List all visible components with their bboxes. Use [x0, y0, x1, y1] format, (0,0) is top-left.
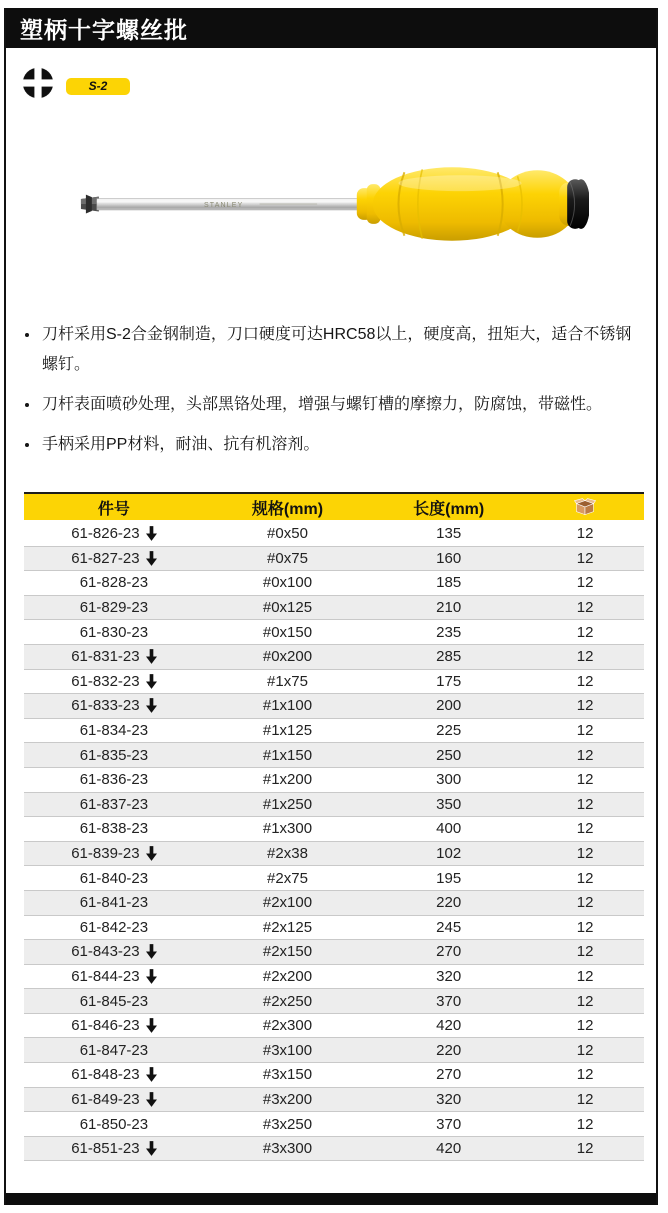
- down-arrow-icon: [146, 698, 157, 713]
- cell-length: 350: [436, 795, 462, 813]
- cell-spec: #2x100: [262, 894, 313, 912]
- col-header-length: 长度(mm): [413, 500, 485, 518]
- cell-spec: #3x100: [262, 1041, 313, 1059]
- table-row: [24, 571, 644, 596]
- cell-spec: #2x125: [262, 918, 313, 936]
- spec-table: [24, 492, 644, 1161]
- down-arrow-icon: [146, 1141, 157, 1156]
- table-row: [24, 768, 644, 793]
- cell-pack-qty: 12: [576, 672, 594, 690]
- cell-pack-qty: 12: [576, 1041, 594, 1059]
- shaft-brand-text: STANLEY: [203, 201, 244, 209]
- table-row: [24, 694, 644, 719]
- col-header-part-number: 件号: [97, 500, 130, 518]
- cell-length: 220: [436, 894, 462, 912]
- cell-pack-qty: 12: [576, 795, 594, 813]
- table-row: [24, 817, 644, 842]
- cell-length: 250: [436, 746, 462, 764]
- cell-pack-qty: 12: [576, 894, 594, 912]
- steel-grade-label: S-2: [88, 79, 108, 93]
- cell-pack-qty: 12: [576, 1066, 594, 1084]
- cell-spec: #2x38: [267, 845, 308, 863]
- cell-spec: #1x300: [262, 820, 313, 838]
- down-arrow-icon: [146, 1067, 157, 1082]
- cell-spec: #0x50: [267, 525, 308, 543]
- cell-pack-qty: 12: [576, 722, 594, 740]
- cell-part-number: 61-846-23: [24, 1017, 204, 1034]
- table-row: [24, 645, 644, 670]
- cell-spec: #0x75: [267, 549, 308, 567]
- down-arrow-icon: [146, 674, 157, 689]
- cell-part-number: 61-843-23: [24, 943, 204, 960]
- screwdriver-tip-icon: [81, 195, 99, 214]
- cell-length: 245: [436, 918, 462, 936]
- cell-part-number: 61-851-23: [24, 1140, 204, 1157]
- table-row: [24, 547, 644, 572]
- cell-length: 220: [436, 1041, 462, 1059]
- cell-length: 210: [436, 599, 462, 617]
- table-row: [24, 989, 644, 1014]
- cell-part-number: 61-845-23: [79, 992, 149, 1010]
- cell-length: 225: [436, 722, 462, 740]
- cell-spec: #0x100: [262, 574, 313, 592]
- table-row: [24, 891, 644, 916]
- table-row: [24, 670, 644, 695]
- cell-spec: #2x250: [262, 992, 313, 1010]
- table-row: [24, 866, 644, 891]
- steel-grade-badge: [66, 78, 130, 95]
- cell-part-number: 61-835-23: [79, 746, 149, 764]
- cell-part-number: 61-841-23: [79, 894, 149, 912]
- cell-spec: #1x75: [267, 672, 308, 690]
- table-header-row: [24, 492, 644, 520]
- table-row: [24, 1137, 644, 1162]
- cell-part-number: 61-830-23: [79, 623, 149, 641]
- cell-length: 270: [436, 943, 462, 961]
- cell-length: 195: [436, 869, 462, 887]
- cell-pack-qty: 12: [576, 918, 594, 936]
- product-image: [6, 148, 656, 266]
- table-row: [24, 1038, 644, 1063]
- cell-length: 102: [436, 845, 462, 863]
- cell-length: 420: [436, 1140, 462, 1158]
- cell-pack-qty: 12: [576, 549, 594, 567]
- table-row: [24, 719, 644, 744]
- cell-part-number: 61-839-23: [24, 845, 204, 862]
- cell-length: 160: [436, 549, 462, 567]
- table-row: [24, 1088, 644, 1113]
- cell-pack-qty: 12: [576, 1140, 594, 1158]
- cell-pack-qty: 12: [576, 992, 594, 1010]
- cell-spec: #1x250: [262, 795, 313, 813]
- cell-pack-qty: 12: [576, 574, 594, 592]
- cell-pack-qty: 12: [576, 943, 594, 961]
- page-title: 塑柄十字螺丝批: [20, 16, 188, 43]
- cell-pack-qty: 12: [576, 746, 594, 764]
- phillips-cross-icon: [22, 67, 54, 99]
- cell-spec: #0x150: [262, 623, 313, 641]
- cell-pack-qty: 12: [576, 525, 594, 543]
- down-arrow-icon: [146, 649, 157, 664]
- table-row: [24, 596, 644, 621]
- cell-part-number: 61-840-23: [79, 869, 149, 887]
- cell-part-number: 61-849-23: [24, 1091, 204, 1108]
- cell-spec: #2x150: [262, 943, 313, 961]
- down-arrow-icon: [146, 969, 157, 984]
- table-row: [24, 842, 644, 867]
- carton-box-icon: [574, 498, 596, 516]
- cell-pack-qty: 12: [576, 967, 594, 985]
- cell-pack-qty: 12: [576, 1115, 594, 1133]
- cell-spec: #3x150: [262, 1066, 313, 1084]
- cell-pack-qty: 12: [576, 845, 594, 863]
- cell-length: 200: [436, 697, 462, 715]
- table-row: [24, 743, 644, 768]
- cell-pack-qty: 12: [576, 869, 594, 887]
- cell-spec: #3x250: [262, 1115, 313, 1133]
- cell-part-number: 61-831-23: [24, 648, 204, 665]
- handle-end-cap: [567, 179, 589, 229]
- cell-part-number: 61-844-23: [24, 968, 204, 985]
- feature-item: • 手柄采用PP材料，耐油、抗有机溶剂。: [40, 430, 638, 460]
- footer-bar: [6, 1193, 656, 1205]
- cell-spec: #0x125: [262, 599, 313, 617]
- cell-spec: #1x200: [262, 771, 313, 789]
- page-title-bar: [6, 8, 656, 48]
- cell-spec: #1x125: [262, 722, 313, 740]
- cell-part-number: 61-850-23: [79, 1115, 149, 1133]
- cell-length: 185: [436, 574, 462, 592]
- cell-length: 370: [436, 992, 462, 1010]
- feature-item: • 刀杆表面喷砂处理，头部黑铬处理，增强与螺钉槽的摩擦力，防腐蚀，带磁性。: [40, 390, 638, 420]
- cell-pack-qty: 12: [576, 648, 594, 666]
- col-header-spec: 规格(mm): [251, 500, 324, 518]
- cell-spec: #1x150: [262, 746, 313, 764]
- table-row: [24, 1112, 644, 1137]
- down-arrow-icon: [146, 1018, 157, 1033]
- cell-length: 285: [436, 648, 462, 666]
- feature-item: • 刀杆采用S-2合金钢制造，刀口硬度可达HRC58以上，硬度高，扭矩大，适合不锈钢螺钉。: [40, 320, 638, 380]
- cell-part-number: 61-837-23: [79, 795, 149, 813]
- catalog-page: [4, 8, 658, 1205]
- cell-spec: #2x300: [262, 1017, 313, 1035]
- cell-length: 320: [436, 967, 462, 985]
- down-arrow-icon: [146, 944, 157, 959]
- cell-pack-qty: 12: [576, 697, 594, 715]
- cell-length: 420: [436, 1017, 462, 1035]
- cell-spec: #3x200: [262, 1090, 313, 1108]
- cell-spec: #3x300: [262, 1140, 313, 1158]
- table-row: [24, 965, 644, 990]
- cell-part-number: 61-834-23: [79, 722, 149, 740]
- cell-length: 320: [436, 1090, 462, 1108]
- cell-pack-qty: 12: [576, 771, 594, 789]
- cell-spec: #2x75: [267, 869, 308, 887]
- cell-part-number: 61-842-23: [79, 918, 149, 936]
- cell-pack-qty: 12: [576, 1017, 594, 1035]
- cell-length: 235: [436, 623, 462, 641]
- table-row: [24, 1014, 644, 1039]
- cell-part-number: 61-829-23: [79, 599, 149, 617]
- tip-badge-row: [22, 66, 656, 100]
- down-arrow-icon: [146, 846, 157, 861]
- cell-pack-qty: 12: [576, 623, 594, 641]
- table-row: [24, 940, 644, 965]
- cell-pack-qty: 12: [576, 599, 594, 617]
- table-row: [24, 522, 644, 547]
- table-body: [24, 522, 644, 1161]
- cell-spec: #0x200: [262, 648, 313, 666]
- cell-length: 270: [436, 1066, 462, 1084]
- cell-length: 135: [436, 525, 462, 543]
- down-arrow-icon: [146, 551, 157, 566]
- table-row: [24, 793, 644, 818]
- feature-list: [40, 320, 638, 470]
- cell-part-number: 61-838-23: [79, 820, 149, 838]
- cell-length: 370: [436, 1115, 462, 1133]
- cell-part-number: 61-828-23: [79, 574, 149, 592]
- cell-pack-qty: 12: [576, 1090, 594, 1108]
- cell-part-number: 61-827-23: [24, 550, 204, 567]
- col-header-pack-qty: [526, 498, 644, 516]
- cell-spec: #1x100: [262, 697, 313, 715]
- cell-length: 300: [436, 771, 462, 789]
- table-row: [24, 620, 644, 645]
- cell-spec: #2x200: [262, 967, 313, 985]
- down-arrow-icon: [146, 1092, 157, 1107]
- cell-part-number: 61-833-23: [24, 697, 204, 714]
- cell-pack-qty: 12: [576, 820, 594, 838]
- cell-part-number: 61-832-23: [24, 673, 204, 690]
- down-arrow-icon: [146, 526, 157, 541]
- table-row: [24, 1063, 644, 1088]
- cell-part-number: 61-847-23: [79, 1041, 149, 1059]
- cell-length: 175: [436, 672, 462, 690]
- table-row: [24, 916, 644, 941]
- handle-shape: [357, 167, 581, 240]
- cell-part-number: 61-836-23: [79, 771, 149, 789]
- cell-part-number: 61-848-23: [24, 1066, 204, 1083]
- cell-part-number: 61-826-23: [24, 525, 204, 542]
- screwdriver-illustration: [73, 152, 589, 262]
- cell-length: 400: [436, 820, 462, 838]
